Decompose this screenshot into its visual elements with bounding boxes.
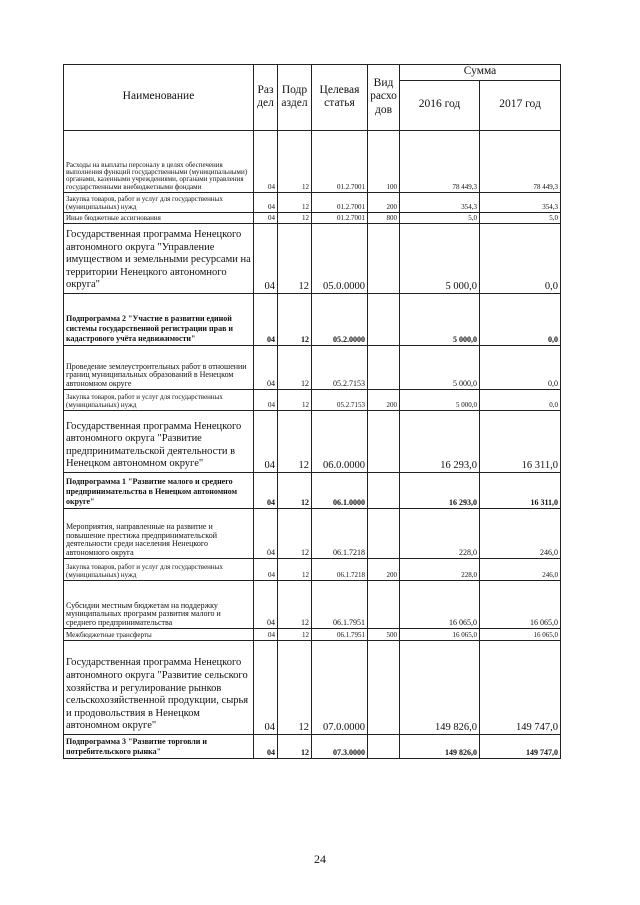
row-razdel: 04 [254,346,278,390]
row-sum-2017: 0,0 [480,346,561,390]
row-podrazdel: 12 [278,390,312,411]
row-target: 06.1.0000 [312,473,368,509]
row-razdel: 04 [254,629,278,641]
row-sum-2016: 354,3 [400,193,480,213]
page-number: 24 [314,852,326,866]
table-row [64,213,561,224]
table-row [64,411,561,473]
row-sum-2017: 0,0 [480,294,561,346]
row-sum-2017: 246,0 [480,559,561,581]
row-sum-2017: 0,0 [480,390,561,411]
row-name: Закупка товаров, работ и услуг для государственных (муниципальных) нужд [64,390,254,411]
row-target: 01.2.7001 [312,193,368,213]
row-razdel: 04 [254,581,278,629]
row-target: 06.1.7951 [312,581,368,629]
header-year-2017: 2017 год [480,81,561,131]
row-sum-2016: 5 000,0 [400,294,480,346]
row-razdel: 04 [254,473,278,509]
header-year-2016: 2016 год [400,81,480,131]
row-podrazdel: 12 [278,559,312,581]
row-sum-2016: 16 065,0 [400,581,480,629]
row-name: Государственная программа Ненецкого автономного округа "Развитие предпринимательской деятельности в Ненецком автономном округе" [64,411,254,473]
row-sum-2016: 228,0 [400,559,480,581]
row-target: 05.2.0000 [312,294,368,346]
row-sum-2016: 16 293,0 [400,473,480,509]
row-target: 05.2.7153 [312,390,368,411]
row-target: 01.2.7001 [312,131,368,193]
row-name: Закупка товаров, работ и услуг для государственных (муниципальных) нужд [64,559,254,581]
row-sum-2016: 149 826,0 [400,735,480,759]
row-target: 06.0.0000 [312,411,368,473]
row-sum-2017: 16 311,0 [480,411,561,473]
row-expense-type [368,735,400,759]
row-expense-type: 200 [368,193,400,213]
row-target: 06.1.7218 [312,509,368,559]
row-target: 06.1.7218 [312,559,368,581]
row-expense-type [368,473,400,509]
row-sum-2016: 78 449,3 [400,131,480,193]
row-podrazdel: 12 [278,473,312,509]
row-target: 06.1.7951 [312,629,368,641]
row-sum-2017: 354,3 [480,193,561,213]
row-sum-2017: 0,0 [480,224,561,294]
row-podrazdel: 12 [278,735,312,759]
row-sum-2016: 16 293,0 [400,411,480,473]
header-sum: Сумма [400,65,561,81]
header-expense-type: Вид расхо дов [368,65,400,131]
row-podrazdel: 12 [278,509,312,559]
row-sum-2017: 16 065,0 [480,581,561,629]
header-target: Целевая статья [312,65,368,131]
row-razdel: 04 [254,224,278,294]
row-razdel: 04 [254,735,278,759]
row-expense-type: 500 [368,629,400,641]
table-row [64,581,561,629]
row-sum-2017: 78 449,3 [480,131,561,193]
row-target: 05.2.7153 [312,346,368,390]
row-target: 05.0.0000 [312,224,368,294]
row-sum-2017: 149 747,0 [480,735,561,759]
row-expense-type [368,641,400,735]
row-name: Государственная программа Ненецкого автономного округа "Развитие сельского хозяйства и регулирование рынков сельскохозяйственной продукции, сырья и продовольствия в Ненецком автономном округе" [64,641,254,735]
table-row [64,629,561,641]
header-podrazdel: Подр аздел [278,65,312,131]
row-name: Межбюджетные трансферты [64,629,254,641]
row-name: Подпрограмма 3 "Развитие торговли и потребительского рынка" [64,735,254,759]
table-row [64,509,561,559]
row-sum-2016: 5 000,0 [400,390,480,411]
row-sum-2017: 149 747,0 [480,641,561,735]
row-name: Государственная программа Ненецкого автономного округа "Управление имуществом и земельными ресурсами на территории Ненецкого автономного округа" [64,224,254,294]
table-row [64,131,561,193]
row-name: Подпрограмма 2 "Участие в развитии единой системы государственной регистрации прав и кадастрового учёта недвижимости" [64,294,254,346]
row-podrazdel: 12 [278,346,312,390]
row-name: Закупка товаров, работ и услуг для государственных (муниципальных) нужд [64,193,254,213]
row-name: Субсидии местным бюджетам на поддержку муниципальных программ развития малого и среднего предпринимательства [64,581,254,629]
row-name: Мероприятия, направленные на развитие и повышение престижа предпринимательской деятельности среди населения Ненецкого автономного округа [64,509,254,559]
row-sum-2017: 16 065,0 [480,629,561,641]
table-row [64,294,561,346]
row-expense-type [368,509,400,559]
table-row [64,346,561,390]
header-razdel: Раз дел [254,65,278,131]
row-sum-2016: 228,0 [400,509,480,559]
row-razdel: 04 [254,131,278,193]
row-expense-type [368,294,400,346]
row-podrazdel: 12 [278,213,312,224]
row-sum-2016: 149 826,0 [400,641,480,735]
row-razdel: 04 [254,641,278,735]
row-name: Иные бюджетные ассигнования [64,213,254,224]
row-podrazdel: 12 [278,224,312,294]
row-sum-2017: 5,0 [480,213,561,224]
row-podrazdel: 12 [278,294,312,346]
row-razdel: 04 [254,390,278,411]
row-target: 07.3.0000 [312,735,368,759]
table-row [64,735,561,759]
row-podrazdel: 12 [278,641,312,735]
row-sum-2016: 16 065,0 [400,629,480,641]
row-sum-2017: 16 311,0 [480,473,561,509]
row-razdel: 04 [254,509,278,559]
row-expense-type: 100 [368,131,400,193]
table-row [64,559,561,581]
row-name: Подпрограмма 1 "Развитие малого и среднего предпринимательства в Ненецком автономном округе" [64,473,254,509]
row-razdel: 04 [254,411,278,473]
row-razdel: 04 [254,294,278,346]
row-podrazdel: 12 [278,131,312,193]
row-sum-2017: 246,0 [480,509,561,559]
row-podrazdel: 12 [278,581,312,629]
table-row [64,390,561,411]
table-row [64,641,561,735]
row-expense-type [368,411,400,473]
row-target: 01.2.7001 [312,213,368,224]
row-expense-type [368,224,400,294]
row-sum-2016: 5,0 [400,213,480,224]
row-razdel: 04 [254,193,278,213]
row-expense-type: 200 [368,559,400,581]
row-razdel: 04 [254,559,278,581]
budget-table [63,64,561,759]
table-row [64,224,561,294]
row-name: Проведение землеустроительных работ в отношении границ муниципальных образований в Ненецком автономном округе [64,346,254,390]
row-expense-type: 200 [368,390,400,411]
row-sum-2016: 5 000,0 [400,346,480,390]
row-expense-type: 800 [368,213,400,224]
row-sum-2016: 5 000,0 [400,224,480,294]
row-expense-type [368,581,400,629]
row-name: Расходы на выплаты персоналу в целях обеспечения выполнения функций государственными (муниципальными) органами, казенными учреждениями, органами управления государственными внебюджетными фондами [64,131,254,193]
row-podrazdel: 12 [278,193,312,213]
table-row [64,193,561,213]
row-podrazdel: 12 [278,629,312,641]
row-podrazdel: 12 [278,411,312,473]
row-target: 07.0.0000 [312,641,368,735]
table-row [64,473,561,509]
header-name: Наименование [64,65,254,131]
row-razdel: 04 [254,213,278,224]
row-expense-type [368,346,400,390]
